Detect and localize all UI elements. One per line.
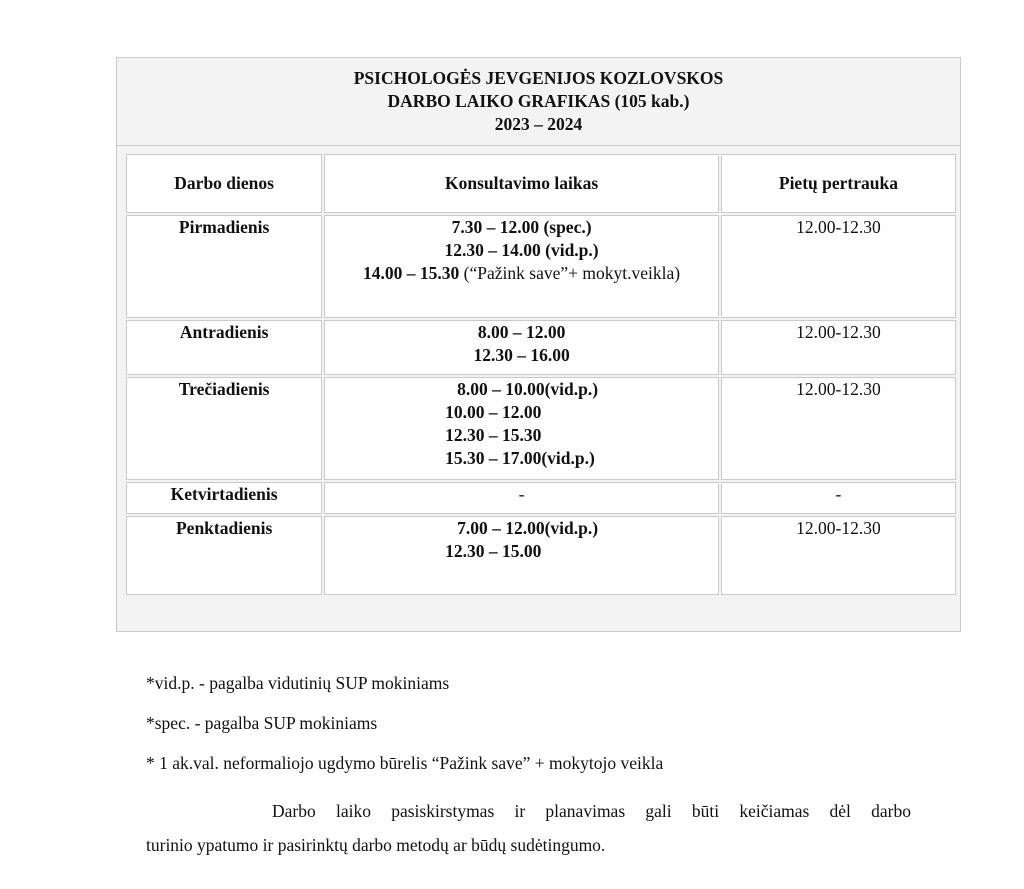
consult-time-cell	[324, 482, 719, 514]
paragraph-line-2: turinio ypatumo ir pasirinktų darbo metodų ar būdų sudėtingumo.	[146, 835, 606, 855]
time-slot: 12.30 – 15.30	[445, 425, 542, 445]
time-slot: 12.30 – 16.00	[473, 345, 570, 365]
title-line-psychologist: PSICHOLOGĖS JEVGENIJOS KOZLOVSKOS	[353, 68, 724, 88]
title-line-schedule: DARBO LAIKO GRAFIKAS (105 kab.)	[387, 91, 690, 111]
consult-time-cell	[324, 377, 719, 480]
table-row	[126, 482, 956, 514]
lunch-break-cell: 12.00-12.30	[721, 516, 956, 595]
day-cell: Trečiadienis	[126, 377, 322, 480]
time-slot: 12.30 – 15.00	[445, 541, 542, 561]
footnote-spec: *spec. - pagalba SUP mokiniams	[146, 713, 378, 733]
time-slot: 15.30 – 17.00(vid.p.)	[445, 448, 595, 468]
time-slot-note: (“Pažink save”+ mokyt.veikla)	[459, 263, 681, 283]
paragraph-line-1: Darbo laiko pasiskirstymas ir planavimas gali būti keičiamas dėl darbo	[272, 801, 911, 821]
lunch-break-cell: 12.00-12.30	[721, 320, 956, 375]
schedule-title	[117, 58, 960, 146]
day-cell: Ketvirtadienis	[126, 482, 322, 514]
footnote-vidp: *vid.p. - pagalba vidutinių SUP mokiniams	[146, 673, 450, 693]
footnotes	[146, 672, 663, 792]
column-header-consult-time: Konsultavimo laikas	[324, 154, 719, 213]
time-slot: 8.00 – 10.00(vid.p.)	[457, 379, 599, 399]
consult-time-cell	[324, 215, 719, 318]
column-header-days: Darbo dienos	[126, 154, 322, 213]
schedule-frame	[116, 57, 961, 632]
lunch-break-cell: 12.00-12.30	[721, 377, 956, 480]
table-row	[126, 516, 956, 595]
time-slot: 8.00 – 12.00	[477, 322, 566, 342]
column-header-lunch-break: Pietų pertrauka	[721, 154, 956, 213]
time-slot: -	[518, 484, 525, 504]
day-cell: Pirmadienis	[126, 215, 322, 318]
time-slot: 10.00 – 12.00	[445, 402, 542, 422]
time-slot: 14.00 – 15.30 (“Pažink save”+ mokyt.veikla)	[363, 263, 681, 283]
consult-time-cell	[324, 320, 719, 375]
lunch-break-cell: 12.00-12.30	[721, 215, 956, 318]
table-row	[126, 320, 956, 375]
lunch-break-cell: -	[721, 482, 956, 514]
table-header-row	[126, 154, 956, 213]
schedule-table	[124, 152, 958, 597]
time-slot: 7.30 – 12.00 (spec.)	[451, 217, 592, 237]
table-row	[126, 215, 956, 318]
time-slot: 12.30 – 14.00 (vid.p.)	[444, 240, 599, 260]
disclaimer-paragraph	[146, 794, 911, 862]
title-line-year: 2023 – 2024	[494, 114, 583, 134]
day-cell: Antradienis	[126, 320, 322, 375]
time-slot: 7.00 – 12.00(vid.p.)	[457, 518, 599, 538]
table-row	[126, 377, 956, 480]
footnote-club: * 1 ak.val. neformaliojo ugdymo būrelis “Pažink save” + mokytojo veikla	[146, 753, 664, 773]
consult-time-cell	[324, 516, 719, 595]
day-cell: Penktadienis	[126, 516, 322, 595]
